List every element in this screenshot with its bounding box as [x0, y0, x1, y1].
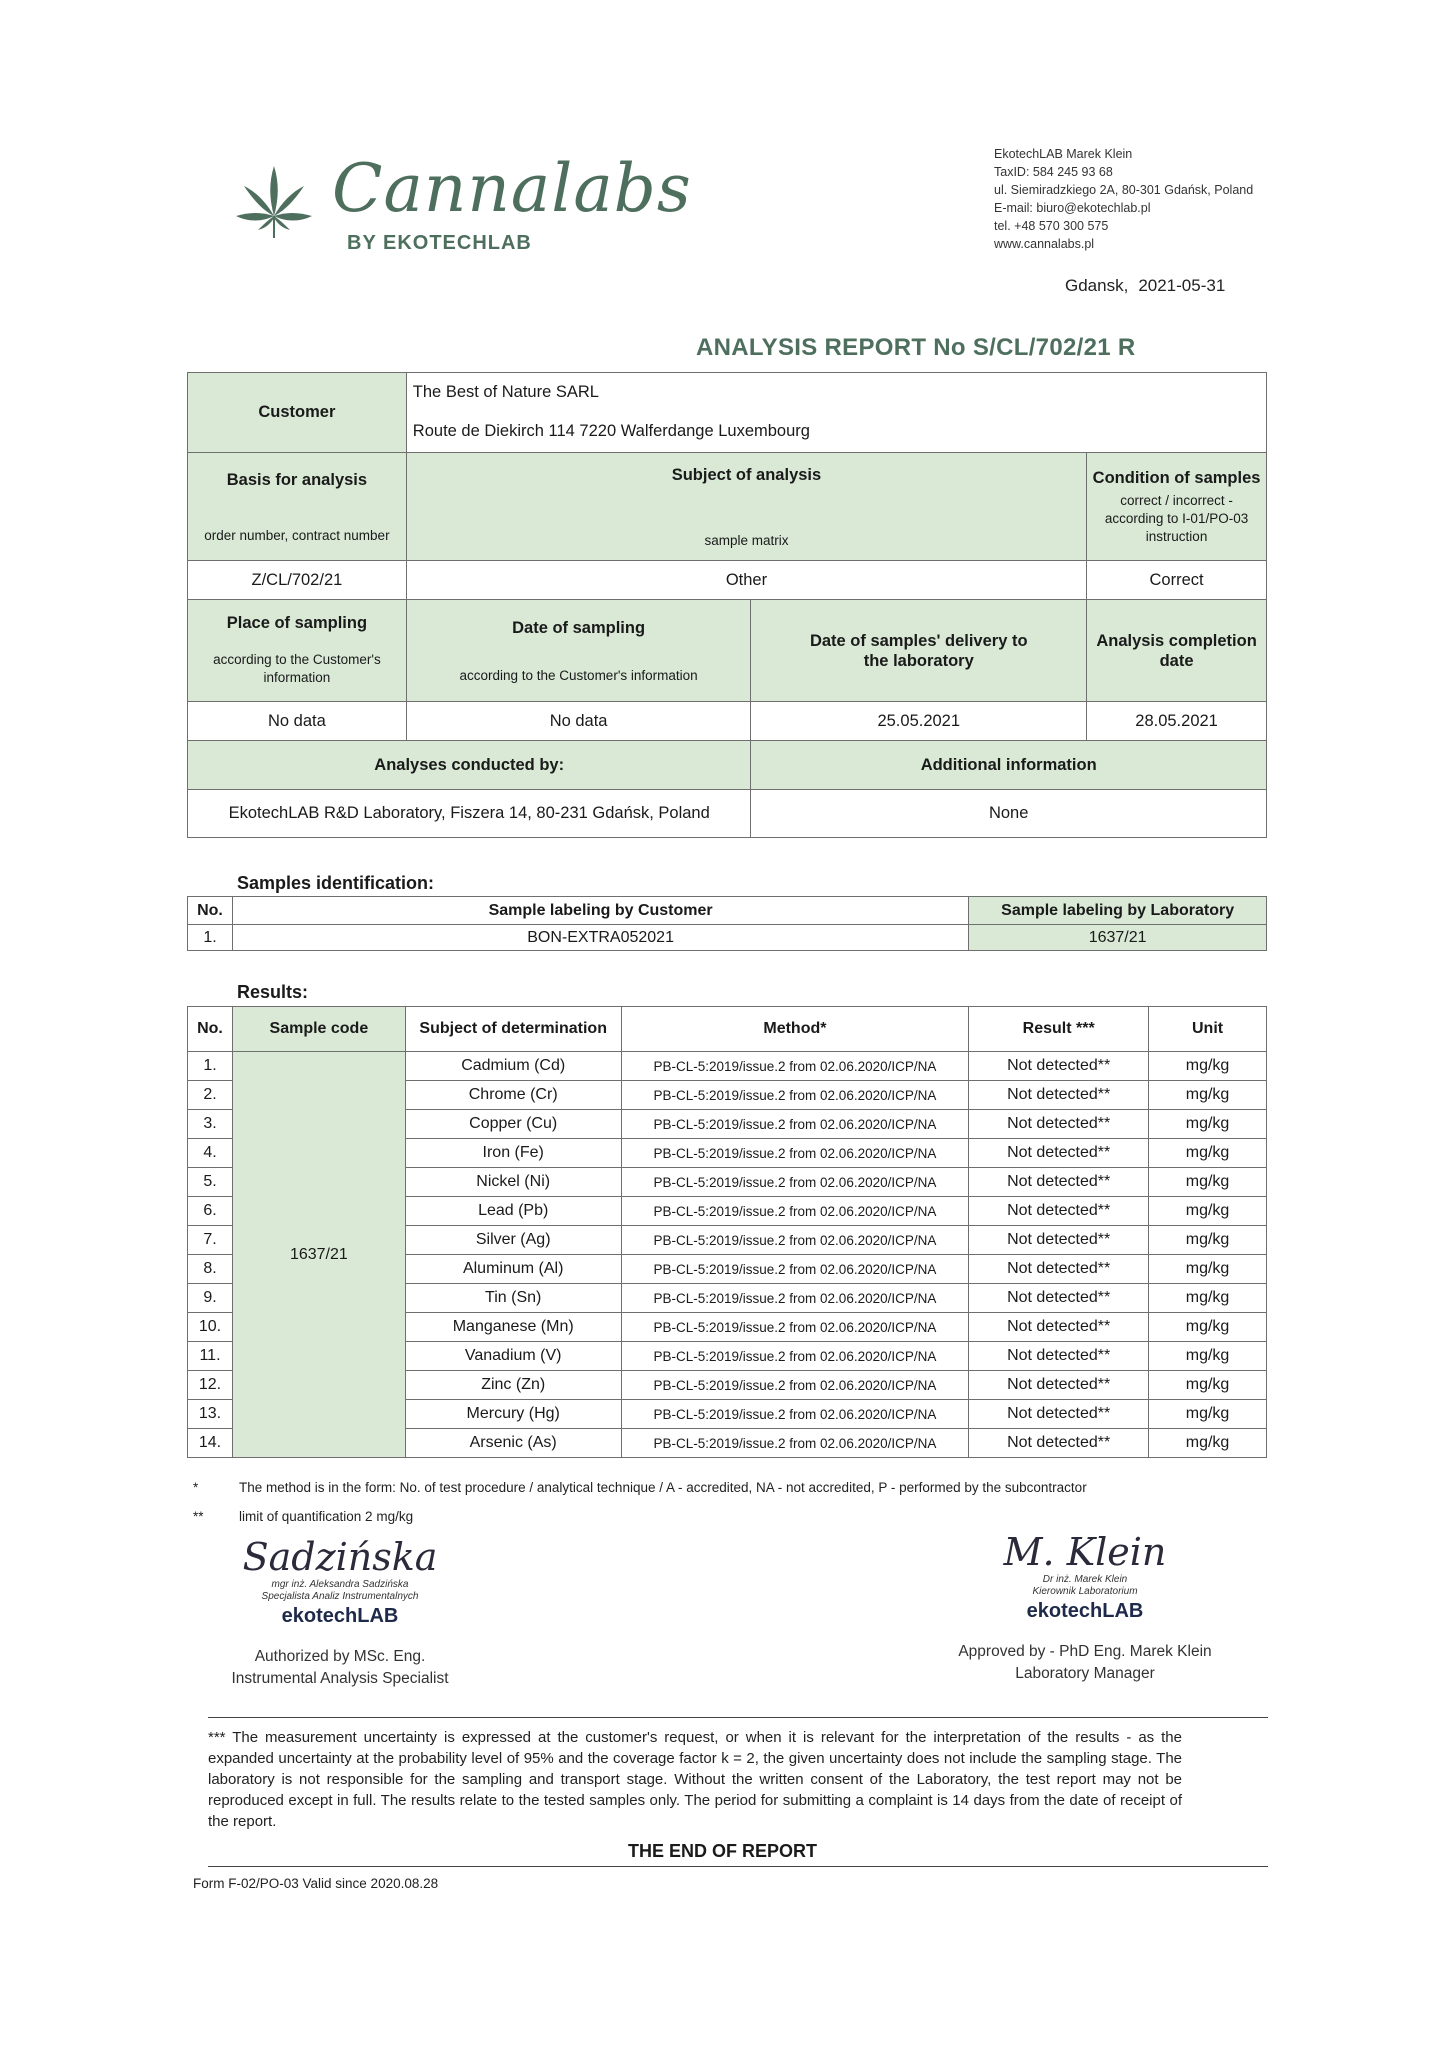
result-no: 10. [188, 1313, 233, 1342]
result-subject: Aluminum (Al) [405, 1255, 621, 1284]
result-value: Not detected** [969, 1342, 1149, 1371]
result-value: Not detected** [969, 1168, 1149, 1197]
brand-subtitle: BY EKOTECHLAB [347, 232, 532, 254]
result-value: Not detected** [969, 1429, 1149, 1458]
result-no: 2. [188, 1081, 233, 1110]
report-place: Gdansk, [1065, 276, 1129, 295]
result-method: PB-CL-5:2019/issue.2 from 02.06.2020/ICP/NA [621, 1197, 969, 1226]
sample-lab-label: 1637/21 [969, 925, 1267, 951]
condition-value: Correct [1087, 561, 1267, 600]
result-subject: Copper (Cu) [405, 1110, 621, 1139]
result-subject: Iron (Fe) [405, 1139, 621, 1168]
result-value: Not detected** [969, 1284, 1149, 1313]
lab-contact-block [994, 145, 1253, 253]
customer-address: Route de Diekirch 114 7220 Walferdange Luxembourg [412, 422, 810, 440]
additional-info-header: Additional information [751, 741, 1267, 790]
result-method: PB-CL-5:2019/issue.2 from 02.06.2020/ICP/NA [621, 1255, 969, 1284]
result-subject: Mercury (Hg) [405, 1400, 621, 1429]
result-no: 11. [188, 1342, 233, 1371]
results-header-subject: Subject of determination [405, 1007, 621, 1052]
result-method: PB-CL-5:2019/issue.2 from 02.06.2020/ICP/NA [621, 1226, 969, 1255]
report-date: 2021-05-31 [1138, 276, 1226, 295]
results-header-sample-code: Sample code [232, 1007, 405, 1052]
result-unit: mg/kg [1149, 1139, 1267, 1168]
report-title: ANALYSIS REPORT No S/CL/702/21 R [696, 334, 1136, 361]
completion-value: 28.05.2021 [1087, 702, 1267, 741]
subject-value: Other [406, 561, 1086, 600]
result-no: 12. [188, 1371, 233, 1400]
result-no: 14. [188, 1429, 233, 1458]
customer-name: The Best of Nature SARL [412, 383, 599, 401]
signature-right [905, 1530, 1265, 1685]
results-header-method: Method* [621, 1007, 969, 1052]
stamp-left-name: mgr inż. Aleksandra Sadzińska [271, 1579, 409, 1590]
stamp-right-brand: ekotechLAB [1026, 1600, 1144, 1622]
result-subject: Arsenic (As) [405, 1429, 621, 1458]
result-method: PB-CL-5:2019/issue.2 from 02.06.2020/ICP/NA [621, 1081, 969, 1110]
result-unit: mg/kg [1149, 1342, 1267, 1371]
end-of-report: THE END OF REPORT [627, 1841, 817, 1861]
result-no: 13. [188, 1400, 233, 1429]
sampling-date-value: No data [406, 702, 751, 741]
result-no: 8. [188, 1255, 233, 1284]
result-method: PB-CL-5:2019/issue.2 from 02.06.2020/ICP/NA [621, 1284, 969, 1313]
result-value: Not detected** [969, 1081, 1149, 1110]
stamp-right-name: Dr inż. Marek Klein [1042, 1574, 1128, 1585]
result-unit: mg/kg [1149, 1081, 1267, 1110]
samples-header-no: No. [188, 897, 233, 925]
customer-cell [406, 373, 1266, 453]
result-unit: mg/kg [1149, 1168, 1267, 1197]
result-value: Not detected** [969, 1313, 1149, 1342]
basis-value: Z/CL/702/21 [188, 561, 407, 600]
result-subject: Manganese (Mn) [405, 1313, 621, 1342]
result-method: PB-CL-5:2019/issue.2 from 02.06.2020/ICP/NA [621, 1371, 969, 1400]
signature-left-scribble: Sadzińska [242, 1535, 438, 1579]
result-value: Not detected** [969, 1371, 1149, 1400]
result-subject: Zinc (Zn) [405, 1371, 621, 1400]
lab-name: EkotechLAB Marek Klein [994, 147, 1133, 161]
result-unit: mg/kg [1149, 1052, 1267, 1081]
table-row [188, 925, 1267, 951]
place-value: No data [188, 702, 407, 741]
place-header: Place of sampling according to the Customer's information [188, 600, 407, 702]
additional-info-value: None [751, 790, 1267, 838]
result-no: 6. [188, 1197, 233, 1226]
result-no: 3. [188, 1110, 233, 1139]
results-section-title: Results: [237, 982, 309, 1002]
result-method: PB-CL-5:2019/issue.2 from 02.06.2020/ICP/NA [621, 1429, 969, 1458]
result-unit: mg/kg [1149, 1110, 1267, 1139]
samples-section-title: Samples identification: [237, 873, 435, 893]
stamp-right-role: Kierownik Laboratorium [1032, 1586, 1138, 1597]
result-value: Not detected** [969, 1110, 1149, 1139]
lab-website: www.cannalabs.pl [994, 237, 1095, 251]
lab-email: E-mail: biuro@ekotechlab.pl [994, 201, 1151, 215]
result-no: 4. [188, 1139, 233, 1168]
signature-left [220, 1535, 460, 1690]
stamp-left-role: Specjalista Analiz Instrumentalnych [261, 1591, 419, 1602]
result-subject: Silver (Ag) [405, 1226, 621, 1255]
results-header-no: No. [188, 1007, 233, 1052]
results-table [187, 1006, 1267, 1458]
result-value: Not detected** [969, 1400, 1149, 1429]
result-no: 5. [188, 1168, 233, 1197]
result-method: PB-CL-5:2019/issue.2 from 02.06.2020/ICP/NA [621, 1052, 969, 1081]
samples-table [187, 896, 1267, 951]
result-method: PB-CL-5:2019/issue.2 from 02.06.2020/ICP/NA [621, 1342, 969, 1371]
sampling-date-header: Date of sampling according to the Customer's information [406, 600, 751, 702]
result-value: Not detected** [969, 1139, 1149, 1168]
footer-divider-top [208, 1717, 1268, 1718]
results-body [188, 1052, 1267, 1458]
delivery-header: Date of samples' delivery to the laboratory [751, 600, 1087, 702]
conducted-by-header: Analyses conducted by: [188, 741, 751, 790]
result-subject: Vanadium (V) [405, 1342, 621, 1371]
brand-name: Cannalabs [332, 150, 692, 227]
result-no: 9. [188, 1284, 233, 1313]
result-subject: Cadmium (Cd) [405, 1052, 621, 1081]
result-no: 1. [188, 1052, 233, 1081]
delivery-value: 25.05.2021 [751, 702, 1087, 741]
lab-phone: tel. +48 570 300 575 [994, 219, 1109, 233]
result-method: PB-CL-5:2019/issue.2 from 02.06.2020/ICP/NA [621, 1400, 969, 1429]
footer-divider-bottom [208, 1866, 1268, 1867]
signature-right-scribble: M. Klein [1003, 1530, 1167, 1574]
stamp-left-brand: ekotechLAB [281, 1605, 399, 1627]
result-unit: mg/kg [1149, 1226, 1267, 1255]
result-method: PB-CL-5:2019/issue.2 from 02.06.2020/ICP/NA [621, 1168, 969, 1197]
cannabis-leaf-icon [232, 160, 316, 244]
result-subject: Chrome (Cr) [405, 1081, 621, 1110]
method-footnote: * The method is in the form: No. of test procedure / analytical technique / A - accredited, NA - not accredited, P - performed by the subcontractor [193, 1480, 1087, 1495]
lab-address: ul. Siemiradzkiego 2A, 80-301 Gdańsk, Poland [994, 183, 1254, 197]
report-info-table [187, 372, 1267, 838]
result-unit: mg/kg [1149, 1255, 1267, 1284]
result-unit: mg/kg [1149, 1313, 1267, 1342]
subject-header: Subject of analysis sample matrix [406, 453, 1086, 561]
sample-customer-label: BON-EXTRA052021 [232, 925, 968, 951]
result-unit: mg/kg [1149, 1429, 1267, 1458]
result-value: Not detected** [969, 1197, 1149, 1226]
result-sample-code: 1637/21 [232, 1052, 405, 1458]
result-subject: Lead (Pb) [405, 1197, 621, 1226]
results-header-unit: Unit [1149, 1007, 1267, 1052]
basis-header: Basis for analysis order number, contract number [188, 453, 407, 561]
samples-header-customer: Sample labeling by Customer [232, 897, 968, 925]
result-value: Not detected** [969, 1226, 1149, 1255]
result-unit: mg/kg [1149, 1284, 1267, 1313]
form-reference: Form F-02/PO-03 Valid since 2020.08.28 [193, 1876, 439, 1891]
result-unit: mg/kg [1149, 1400, 1267, 1429]
table-row [188, 1052, 1267, 1081]
result-unit: mg/kg [1149, 1371, 1267, 1400]
result-unit: mg/kg [1149, 1197, 1267, 1226]
result-no: 7. [188, 1226, 233, 1255]
result-value: Not detected** [969, 1255, 1149, 1284]
condition-header: Condition of samples correct / incorrect - according to I-01/PO-03 instruction [1087, 453, 1267, 561]
result-method: PB-CL-5:2019/issue.2 from 02.06.2020/ICP/NA [621, 1110, 969, 1139]
result-subject: Nickel (Ni) [405, 1168, 621, 1197]
result-subject: Tin (Sn) [405, 1284, 621, 1313]
result-method: PB-CL-5:2019/issue.2 from 02.06.2020/ICP/NA [621, 1139, 969, 1168]
signature-left-caption: Authorized by MSc. Eng. Instrumental Analysis Specialist [231, 1648, 449, 1687]
lab-tax-id: TaxID: 584 245 93 68 [994, 165, 1113, 179]
loq-footnote: ** limit of quantification 2 mg/kg [193, 1509, 414, 1524]
results-header-result: Result *** [969, 1007, 1149, 1052]
conducted-by-value: EkotechLAB R&D Laboratory, Fiszera 14, 80-231 Gdańsk, Poland [188, 790, 751, 838]
sample-no: 1. [188, 925, 233, 951]
completion-header: Analysis completion date [1087, 600, 1267, 702]
uncertainty-note: *** The measurement uncertainty is expressed at the customer's request, or when it is relevant for the interpretation of the results - as the expanded uncertainty at the probability level of 95% and the coverage factor k = 2, the given uncertainty does not include the sampling stage. The laboratory is not responsible for the sampling and transport stage. Without the written consent of the Laboratory, the test report may not be reproduced except in full. The results relate to the tested samples only. The period for submitting a complaint is 14 days from the date of receipt of the report. [208, 1729, 1182, 1830]
brand-logo [232, 150, 692, 260]
customer-label: Customer [188, 373, 407, 453]
result-value: Not detected** [969, 1052, 1149, 1081]
samples-header-lab: Sample labeling by Laboratory [969, 897, 1267, 925]
signature-right-caption: Approved by - PhD Eng. Marek Klein Laboratory Manager [958, 1643, 1212, 1682]
place-and-date [1065, 276, 1225, 296]
result-method: PB-CL-5:2019/issue.2 from 02.06.2020/ICP/NA [621, 1313, 969, 1342]
